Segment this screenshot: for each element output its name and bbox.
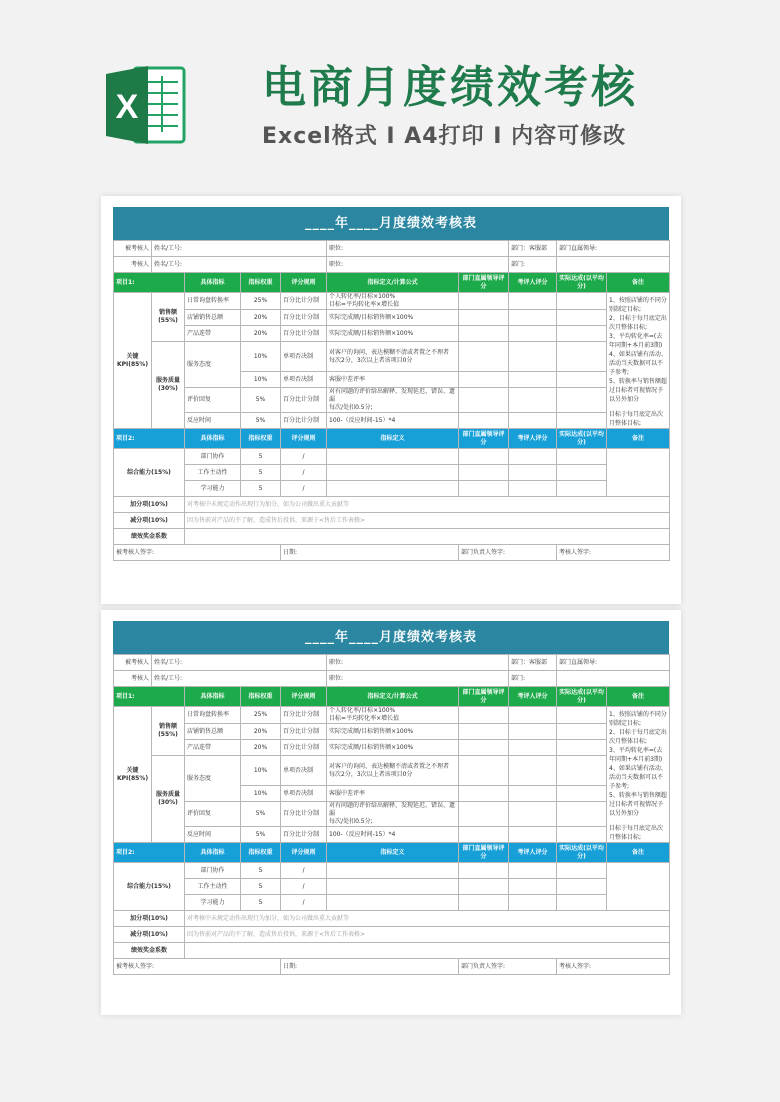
capability-group-label: 综合能力(15%) xyxy=(114,863,185,911)
kpi-header-leader-score: 部门直属领导评分 xyxy=(459,687,509,707)
evaluator-position-field[interactable]: 职位: xyxy=(327,257,509,273)
table-row xyxy=(114,740,670,756)
table-row xyxy=(114,293,670,310)
table-row xyxy=(114,879,670,895)
evaluator-score-cell[interactable] xyxy=(509,863,557,879)
info-row-evaluator xyxy=(114,257,670,273)
sales-group-label: 销售额(55%) xyxy=(152,707,185,756)
kpi-header-formula: 指标定义/计算公式 xyxy=(327,273,459,293)
cap-item: 部门协作 xyxy=(185,449,241,465)
kpi-item: 评价回复 xyxy=(185,388,241,413)
kpi-item: 日常询盘转换率 xyxy=(185,707,241,724)
cap-header-notes: 备注 xyxy=(607,843,670,863)
leader-signature[interactable]: 部门负责人签字: xyxy=(459,959,557,975)
kpi-item: 产品连带 xyxy=(185,740,241,756)
kpi-formula: 对客户的询问、表达模糊不清或者置之不理者 每次2分，3次以上者该项目0分 xyxy=(327,342,459,372)
evaluator-name-field[interactable]: 姓名/工号: xyxy=(152,671,327,687)
kpi-header-actual: 实际达成(以平均分) xyxy=(557,273,607,293)
evaluator-score-cell[interactable] xyxy=(509,724,557,740)
cap-definition-cell[interactable] xyxy=(327,895,459,911)
cap-header-evaluator-score: 考评人评分 xyxy=(509,429,557,449)
excel-logo-icon xyxy=(104,60,186,150)
kpi-item: 评价回复 xyxy=(185,802,241,827)
cap-weight: 5 xyxy=(241,465,281,481)
evaluator-score-cell[interactable] xyxy=(509,707,557,724)
cap-definition-cell[interactable] xyxy=(327,879,459,895)
kpi-rule: 百分比计分制 xyxy=(281,413,327,429)
bonus-label: 加分项(10%) xyxy=(114,497,185,513)
table-row xyxy=(114,388,670,413)
form-sheet-top xyxy=(101,196,681,604)
evaluator-score-cell[interactable] xyxy=(509,372,557,388)
kpi-rule: 百分比计分制 xyxy=(281,388,327,413)
evaluator-leader-field[interactable] xyxy=(557,257,670,273)
table-row xyxy=(114,802,670,827)
cap-header-definition: 指标定义 xyxy=(327,843,459,863)
coefficient-label: 绩效奖金系数 xyxy=(114,529,185,545)
leader-score-cell[interactable] xyxy=(459,707,509,724)
kpi-header-indicator: 具体指标 xyxy=(185,687,241,707)
service-group-label: 服务质量(30%) xyxy=(152,342,185,429)
coefficient-row xyxy=(114,529,670,545)
signature-row xyxy=(114,545,670,561)
actual-score-cell[interactable] xyxy=(557,740,607,756)
table-row xyxy=(114,724,670,740)
minus-row xyxy=(114,513,670,529)
table-row xyxy=(114,465,670,481)
table-row xyxy=(114,895,670,911)
kpi-formula: 对客户的询问、表达模糊不清或者置之不理者 每次2分，3次以上者该项目0分 xyxy=(327,756,459,786)
evaluator-signature[interactable]: 考核人签字: xyxy=(557,959,670,975)
cap-rule: / xyxy=(281,465,327,481)
kpi-rule: 百分比计分制 xyxy=(281,724,327,740)
actual-score-cell[interactable] xyxy=(557,449,607,465)
leader-score-cell[interactable] xyxy=(459,827,509,843)
kpi-weight: 5% xyxy=(241,802,281,827)
leader-score-cell[interactable] xyxy=(459,895,509,911)
cap-rule: / xyxy=(281,449,327,465)
minus-text[interactable]: 因为售前对产品的不了解，造成售后投诉，来源于<售后工作表格> xyxy=(185,513,670,529)
form-sheet-bottom xyxy=(101,610,681,1015)
kpi-header-notes: 备注 xyxy=(607,687,670,707)
bonus-label: 加分项(10%) xyxy=(114,911,185,927)
kpi-header-project: 项目1: xyxy=(114,687,185,707)
kpi-group-label: 关键KPI(85%) xyxy=(114,293,152,429)
cap-weight: 5 xyxy=(241,863,281,879)
kpi-header-weight: 指标权重 xyxy=(241,687,281,707)
table-row xyxy=(114,756,670,786)
leader-score-cell[interactable] xyxy=(459,293,509,310)
leader-score-cell[interactable] xyxy=(459,465,509,481)
evaluatee-label: 被考核人 xyxy=(114,241,152,257)
cap-header-leader-score: 部门直属领导评分 xyxy=(459,429,509,449)
coefficient-row xyxy=(114,943,670,959)
cap-item: 学习能力 xyxy=(185,895,241,911)
actual-score-cell[interactable] xyxy=(557,413,607,429)
kpi-formula: 实际完成额/目标销售额×100% xyxy=(327,326,459,342)
table-row xyxy=(114,863,670,879)
leader-score-cell[interactable] xyxy=(459,326,509,342)
evaluator-score-cell[interactable] xyxy=(509,802,557,827)
sheet-title: ____年____月度绩效考核表 xyxy=(113,207,669,240)
cap-weight: 5 xyxy=(241,481,281,497)
signature-row xyxy=(114,959,670,975)
kpi-header-rule: 评分规则 xyxy=(281,273,327,293)
evaluatee-dept-field[interactable]: 部门：客服部 xyxy=(509,241,557,257)
kpi-rule: 单项否决制 xyxy=(281,756,327,786)
leader-score-cell[interactable] xyxy=(459,786,509,802)
cap-header-project: 项目2: xyxy=(114,843,185,863)
bonus-text[interactable]: 对考核中未规定动作出现行为加分，如为公司做出重大贡献等 xyxy=(185,497,670,513)
cap-weight: 5 xyxy=(241,449,281,465)
leader-score-cell[interactable] xyxy=(459,802,509,827)
kpi-header-rule: 评分规则 xyxy=(281,687,327,707)
evaluator-position-field[interactable]: 职位: xyxy=(327,671,509,687)
table-row xyxy=(114,342,670,372)
kpi-header-project: 项目1: xyxy=(114,273,185,293)
kpi-formula: 对有问题的评价给出解释、发现延迟、错误、遗漏 每次/处扣0.5分; xyxy=(327,388,459,413)
cap-notes-cell[interactable] xyxy=(607,863,670,911)
kpi-weight: 20% xyxy=(241,740,281,756)
cap-header-notes: 备注 xyxy=(607,429,670,449)
kpi-item: 店铺销售总额 xyxy=(185,724,241,740)
leader-score-cell[interactable] xyxy=(459,413,509,429)
cap-header-weight: 指标权重 xyxy=(241,843,281,863)
kpi-item: 服务态度 xyxy=(185,756,241,802)
kpi-rule: 单项否决制 xyxy=(281,342,327,372)
capability-header-row xyxy=(114,843,670,863)
actual-score-cell[interactable] xyxy=(557,388,607,413)
leader-score-cell[interactable] xyxy=(459,879,509,895)
kpi-rule: 百分比计分制 xyxy=(281,707,327,724)
actual-score-cell[interactable] xyxy=(557,879,607,895)
cap-weight: 5 xyxy=(241,895,281,911)
kpi-header-formula: 指标定义/计算公式 xyxy=(327,687,459,707)
capability-header-row xyxy=(114,429,670,449)
actual-score-cell[interactable] xyxy=(557,326,607,342)
capability-group-label: 综合能力(15%) xyxy=(114,449,185,497)
kpi-header-row xyxy=(114,273,670,293)
kpi-formula: 个人转化率/目标×100% 目标=平均转化率×增长值 xyxy=(327,293,459,310)
evaluatee-position-field[interactable]: 职位: xyxy=(327,655,509,671)
kpi-weight: 5% xyxy=(241,827,281,843)
actual-score-cell[interactable] xyxy=(557,481,607,497)
kpi-formula: 实际完成额/目标销售额×100% xyxy=(327,740,459,756)
cap-header-definition: 指标定义 xyxy=(327,429,459,449)
info-row-evaluatee xyxy=(114,655,670,671)
cap-header-project: 项目2: xyxy=(114,429,185,449)
evaluator-score-cell[interactable] xyxy=(509,342,557,372)
kpi-weight: 10% xyxy=(241,756,281,786)
evaluatee-dept-field[interactable]: 部门：客服部 xyxy=(509,655,557,671)
kpi-weight: 10% xyxy=(241,372,281,388)
evaluator-name-field[interactable]: 姓名/工号: xyxy=(152,257,327,273)
kpi-formula: 客服中差评率 xyxy=(327,786,459,802)
cap-header-leader-score: 部门直属领导评分 xyxy=(459,843,509,863)
kpi-header-notes: 备注 xyxy=(607,273,670,293)
leader-signature[interactable]: 部门负责人签字: xyxy=(459,545,557,561)
cap-header-indicator: 具体指标 xyxy=(185,843,241,863)
kpi-formula: 实际完成额/目标销售额×100% xyxy=(327,724,459,740)
kpi-weight: 5% xyxy=(241,388,281,413)
kpi-item: 反应时间 xyxy=(185,413,241,429)
evaluator-score-cell[interactable] xyxy=(509,481,557,497)
actual-score-cell[interactable] xyxy=(557,724,607,740)
leader-score-cell[interactable] xyxy=(459,724,509,740)
coefficient-value[interactable] xyxy=(185,943,670,959)
evaluator-score-cell[interactable] xyxy=(509,756,557,786)
kpi-formula: 个人转化率/目标×100% 目标=平均转化率×增长值 xyxy=(327,707,459,724)
leader-score-cell[interactable] xyxy=(459,310,509,326)
leader-score-cell[interactable] xyxy=(459,863,509,879)
kpi-rule: 单项否决制 xyxy=(281,372,327,388)
evaluator-label: 考核人 xyxy=(114,257,152,273)
minus-text[interactable]: 因为售前对产品的不了解，造成售后投诉，来源于<售后工作表格> xyxy=(185,927,670,943)
evaluatee-leader-field[interactable]: 部门直属领导: xyxy=(557,655,670,671)
table-row xyxy=(114,481,670,497)
coefficient-label: 绩效奖金系数 xyxy=(114,943,185,959)
kpi-notes: 1、按照店铺的不同分别制定目标; 2、目标于每月底定出次月整体目标; 3、平均转化率=(去年同期+本月前3期) 4、如果店铺有活动、活动当天数据可以不予参考; 5、转换率与销售额超过目标者可视情况予以另外加分 目标于每月底定出次月整体目标; xyxy=(607,293,670,429)
kpi-rule: 百分比计分制 xyxy=(281,827,327,843)
sheet-content xyxy=(113,621,669,975)
kpi-item: 服务态度 xyxy=(185,342,241,388)
actual-score-cell[interactable] xyxy=(557,372,607,388)
table-row xyxy=(114,707,670,724)
kpi-item: 店铺销售总额 xyxy=(185,310,241,326)
table-row xyxy=(114,449,670,465)
actual-score-cell[interactable] xyxy=(557,707,607,724)
evaluator-dept-field[interactable]: 部门: xyxy=(509,257,557,273)
evaluator-score-cell[interactable] xyxy=(509,786,557,802)
evaluator-dept-field[interactable]: 部门: xyxy=(509,671,557,687)
evaluator-score-cell[interactable] xyxy=(509,465,557,481)
cap-definition-cell[interactable] xyxy=(327,481,459,497)
sheet-content xyxy=(113,207,669,561)
kpi-group-label: 关键KPI(85%) xyxy=(114,707,152,843)
cap-notes-cell[interactable] xyxy=(607,449,670,497)
evaluator-score-cell[interactable] xyxy=(509,293,557,310)
evaluator-score-cell[interactable] xyxy=(509,827,557,843)
evaluator-score-cell[interactable] xyxy=(509,740,557,756)
kpi-header-actual: 实际达成(以平均分) xyxy=(557,687,607,707)
cap-rule: / xyxy=(281,481,327,497)
actual-score-cell[interactable] xyxy=(557,802,607,827)
kpi-rule: 单项否决制 xyxy=(281,786,327,802)
kpi-formula: 实际完成额/目标销售额×100% xyxy=(327,310,459,326)
kpi-weight: 25% xyxy=(241,707,281,724)
kpi-rule: 百分比计分制 xyxy=(281,740,327,756)
kpi-weight: 20% xyxy=(241,326,281,342)
cap-rule: / xyxy=(281,879,327,895)
cap-item: 工作主动性 xyxy=(185,879,241,895)
kpi-header-row xyxy=(114,687,670,707)
kpi-weight: 10% xyxy=(241,786,281,802)
cap-weight: 5 xyxy=(241,879,281,895)
evaluator-score-cell[interactable] xyxy=(509,326,557,342)
cap-header-rule: 评分规则 xyxy=(281,843,327,863)
kpi-header-evaluator-score: 考评人评分 xyxy=(509,273,557,293)
actual-score-cell[interactable] xyxy=(557,786,607,802)
actual-score-cell[interactable] xyxy=(557,465,607,481)
evaluator-score-cell[interactable] xyxy=(509,388,557,413)
cap-header-actual: 实际达成(以平均分) xyxy=(557,843,607,863)
cap-header-weight: 指标权重 xyxy=(241,429,281,449)
leader-score-cell[interactable] xyxy=(459,740,509,756)
kpi-header-weight: 指标权重 xyxy=(241,273,281,293)
leader-score-cell[interactable] xyxy=(459,388,509,413)
kpi-rule: 百分比计分制 xyxy=(281,293,327,310)
kpi-formula: 对有问题的评价给出解释、发现延迟、错误、遗漏 每次/处扣0.5分; xyxy=(327,802,459,827)
kpi-weight: 10% xyxy=(241,342,281,372)
evaluator-score-cell[interactable] xyxy=(509,413,557,429)
kpi-formula: 100-（反应时间-15）*4 xyxy=(327,827,459,843)
leader-score-cell[interactable] xyxy=(459,449,509,465)
kpi-rule: 百分比计分制 xyxy=(281,326,327,342)
table-row xyxy=(114,310,670,326)
table-row xyxy=(114,326,670,342)
actual-score-cell[interactable] xyxy=(557,342,607,372)
leader-score-cell[interactable] xyxy=(459,372,509,388)
kpi-item: 产品连带 xyxy=(185,326,241,342)
cap-item: 工作主动性 xyxy=(185,465,241,481)
kpi-formula: 100-（反应时间-15）*4 xyxy=(327,413,459,429)
sheet-title: ____年____月度绩效考核表 xyxy=(113,621,669,654)
sales-group-label: 销售额(55%) xyxy=(152,293,185,342)
actual-score-cell[interactable] xyxy=(557,827,607,843)
kpi-weight: 20% xyxy=(241,724,281,740)
evaluator-signature[interactable]: 考核人签字: xyxy=(557,545,670,561)
evaluator-score-cell[interactable] xyxy=(509,310,557,326)
table-row xyxy=(114,413,670,429)
kpi-rule: 百分比计分制 xyxy=(281,802,327,827)
info-row-evaluator xyxy=(114,671,670,687)
evaluatee-leader-field[interactable]: 部门直属领导: xyxy=(557,241,670,257)
minus-row xyxy=(114,927,670,943)
minus-label: 减分项(10%) xyxy=(114,927,185,943)
evaluatee-signature[interactable]: 被考核人签字: xyxy=(114,959,281,975)
evaluator-score-cell[interactable] xyxy=(509,879,557,895)
kpi-header-evaluator-score: 考评人评分 xyxy=(509,687,557,707)
sign-date[interactable]: 日期: xyxy=(281,959,459,975)
cap-header-indicator: 具体指标 xyxy=(185,429,241,449)
cap-header-rule: 评分规则 xyxy=(281,429,327,449)
kpi-header-indicator: 具体指标 xyxy=(185,273,241,293)
evaluator-score-cell[interactable] xyxy=(509,895,557,911)
bonus-row xyxy=(114,911,670,927)
actual-score-cell[interactable] xyxy=(557,863,607,879)
kpi-header-leader-score: 部门直属领导评分 xyxy=(459,273,509,293)
evaluatee-name-field[interactable]: 姓名/工号: xyxy=(152,655,327,671)
evaluatee-position-field[interactable]: 职位: xyxy=(327,241,509,257)
cap-definition-cell[interactable] xyxy=(327,863,459,879)
cap-item: 学习能力 xyxy=(185,481,241,497)
bonus-row xyxy=(114,497,670,513)
info-row-evaluatee xyxy=(114,241,670,257)
leader-score-cell[interactable] xyxy=(459,342,509,372)
cap-definition-cell[interactable] xyxy=(327,449,459,465)
logo-letter: X xyxy=(115,88,139,126)
evaluator-score-cell[interactable] xyxy=(509,449,557,465)
cap-rule: / xyxy=(281,863,327,879)
cap-rule: / xyxy=(281,895,327,911)
leader-score-cell[interactable] xyxy=(459,481,509,497)
page-subtitle: Excel格式 I A4打印 I 内容可修改 xyxy=(262,124,627,149)
kpi-item: 日常询盘转换率 xyxy=(185,293,241,310)
kpi-rule: 百分比计分制 xyxy=(281,310,327,326)
evaluatee-signature[interactable]: 被考核人签字: xyxy=(114,545,281,561)
evaluatee-label: 被考核人 xyxy=(114,655,152,671)
evaluator-leader-field[interactable] xyxy=(557,671,670,687)
kpi-notes: 1、按照店铺的不同分别制定目标; 2、目标于每月底定出次月整体目标; 3、平均转化率=(去年同期+本月前3期) 4、如果店铺有活动、活动当天数据可以不予参考; 5、转换率与销售额超过目标者可视情况予以另外加分 目标于每月底定出次月整体目标; xyxy=(607,707,670,843)
kpi-weight: 5% xyxy=(241,413,281,429)
evaluator-label: 考核人 xyxy=(114,671,152,687)
kpi-weight: 20% xyxy=(241,310,281,326)
minus-label: 减分项(10%) xyxy=(114,513,185,529)
service-group-label: 服务质量(30%) xyxy=(152,756,185,843)
kpi-item: 反应时间 xyxy=(185,827,241,843)
cap-header-actual: 实际达成(以平均分) xyxy=(557,429,607,449)
cap-header-evaluator-score: 考评人评分 xyxy=(509,843,557,863)
actual-score-cell[interactable] xyxy=(557,310,607,326)
kpi-weight: 25% xyxy=(241,293,281,310)
table-row xyxy=(114,827,670,843)
leader-score-cell[interactable] xyxy=(459,756,509,786)
evaluatee-name-field[interactable]: 姓名/工号: xyxy=(152,241,327,257)
actual-score-cell[interactable] xyxy=(557,756,607,786)
sign-date[interactable]: 日期: xyxy=(281,545,459,561)
page-title: 电商月度绩效考核 xyxy=(262,62,638,113)
actual-score-cell[interactable] xyxy=(557,293,607,310)
appraisal-form xyxy=(113,240,670,561)
cap-definition-cell[interactable] xyxy=(327,465,459,481)
appraisal-form xyxy=(113,654,670,975)
bonus-text[interactable]: 对考核中未规定动作出现行为加分，如为公司做出重大贡献等 xyxy=(185,911,670,927)
coefficient-value[interactable] xyxy=(185,529,670,545)
kpi-formula: 客服中差评率 xyxy=(327,372,459,388)
actual-score-cell[interactable] xyxy=(557,895,607,911)
cap-item: 部门协作 xyxy=(185,863,241,879)
